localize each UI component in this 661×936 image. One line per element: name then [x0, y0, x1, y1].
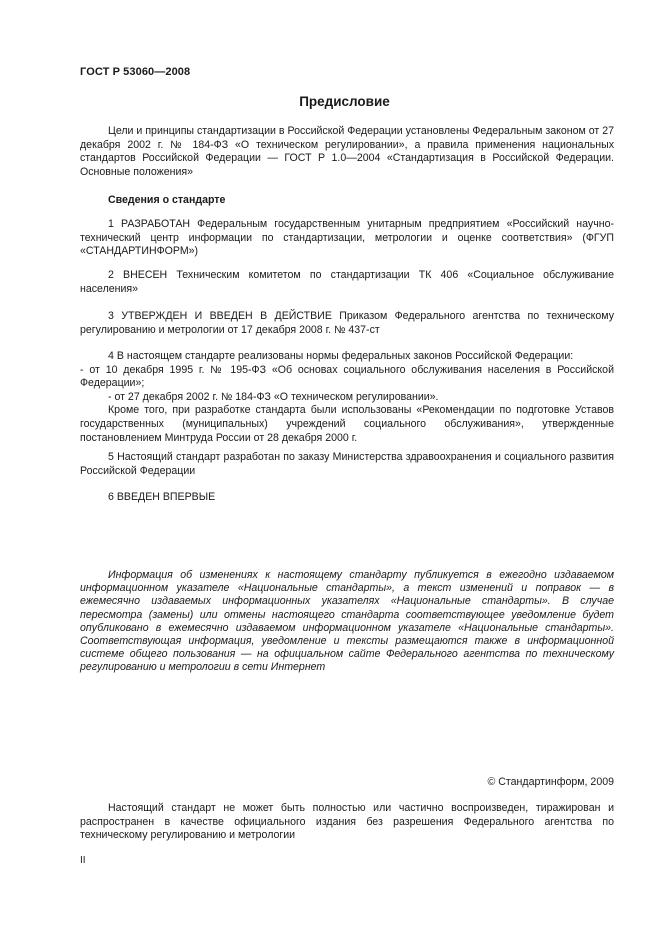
item-6-text: 6 ВВЕДЕН ВПЕРВЫЕ — [108, 491, 216, 503]
item-4-law-2: - от 27 декабря 2002 г. № 184-ФЗ «О техническом регулировании». — [108, 390, 439, 403]
reproduction-notice-text: Настоящий стандарт не может быть полностью или частично воспроизведен, тиражирован и распространен в качестве официального издания без разрешения Федерального агентства по техническому регулированию и метрологии — [80, 802, 614, 842]
copyright: © Стандартинформ, 2009 — [487, 776, 614, 788]
item-4-lead: 4 В настоящем стандарте реализованы нормы федеральных законов Российской Федерации: — [108, 350, 574, 362]
item-4-extra: Кроме того, при разработке стандарта были использованы «Рекомендации по подготовке Уставов государственных (муниципальных) учреждений социального обслуживания», утвержденные постановлением Минтруда России от 28 декабря 2000 г. — [80, 404, 614, 444]
changes-notice-text: Информация об изменениях к настоящему стандарту публикуется в ежегодно издаваемом информационном указателе «Национальные стандарты», а текст изменений и поправок — в ежемесячно издаваемых информационных указателях «Национальные стандарты». В случае пересмотра (замены) или отмены настоящего стандарта соответствующее уведомление будет опубликовано в ежемесячно издаваемом информационном указателе «Национальные стандарты». Соответствующая информация, уведомление и тексты размещаются также в информационной системе общего пользования — на официальном сайте Федерального агентства по техническому регулированию и метрологии в сети Интернет — [80, 569, 614, 674]
item-1 — [80, 218, 614, 259]
item-3 — [80, 310, 614, 337]
intro-paragraph — [80, 125, 614, 179]
item-5-text: 5 Настоящий стандарт разработан по заказу Министерства здравоохранения и социального развития Российской Федерации — [80, 451, 614, 477]
item-4 — [80, 350, 614, 445]
info-heading: Сведения о стандарте — [108, 194, 226, 206]
changes-notice — [80, 569, 614, 675]
page-title: Предисловие — [299, 94, 390, 109]
item-2 — [80, 269, 614, 296]
item-1-text: 1 РАЗРАБОТАН Федеральным государственным унитарным предприятием «Российский научно-технический центр информации по стандартизации, метрологии и оценке соответствия» (ФГУП «СТАНДАРТИНФОРМ») — [80, 218, 614, 258]
item-3-text: 3 УТВЕРЖДЕН И ВВЕДЕН В ДЕЙСТВИЕ Приказом Федерального агентства по техническому регулированию и метрологии от 17 декабря 2008 г. № 437-ст — [80, 310, 614, 336]
item-5 — [80, 451, 614, 478]
intro-text: Цели и принципы стандартизации в Российской Федерации установлены Федеральным законом от 27 декабря 2002 г. № 184-ФЗ «О техническом регулировании», а правила применения национальных стандартов Российской Федерации — ГОСТ Р 1.0—2004 «Стандартизация в Российской Федерации. Основные положения» — [80, 125, 614, 178]
standard-code: ГОСТ Р 53060—2008 — [80, 66, 191, 78]
reproduction-notice — [80, 802, 614, 843]
item-4-law-1: - от 10 декабря 1995 г. № 195-ФЗ «Об основах социального обслуживания населения в Российской Федерации»; — [80, 363, 614, 390]
item-2-text: 2 ВНЕСЕН Техническим комитетом по стандартизации ТК 406 «Социальное обслуживание населения» — [80, 269, 614, 295]
item-6 — [80, 491, 614, 505]
page-number: II — [80, 855, 86, 866]
